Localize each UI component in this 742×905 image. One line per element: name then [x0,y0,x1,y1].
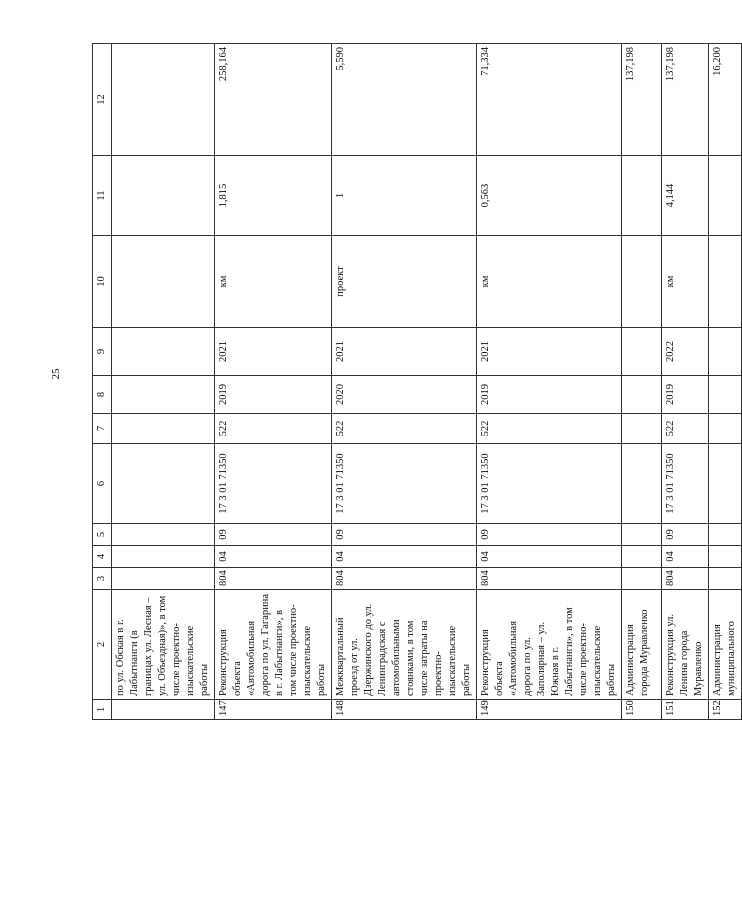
table-cell-c5: 09 [662,524,709,546]
table-cell-c4 [709,546,742,568]
header-cell: 9 [93,328,112,376]
header-cell: 8 [93,376,112,414]
table-cell-c8 [112,376,215,414]
table-cell-c8 [622,376,662,414]
table-cell-c10: проект [332,236,477,328]
table-cell-c2: по ул. Обская в г. Лабытнанги (в границах ул. Лесная – ул. Объездная)», в том числе проектно-изыскательские работы [112,590,215,700]
header-cell: 12 [93,44,112,156]
table-cell-c6 [112,444,215,524]
table-cell-c3: 804 [662,568,709,590]
header-cell: 4 [93,546,112,568]
table-cell-c1: 151 [662,700,709,720]
table-cell-c6 [709,444,742,524]
table-cell-c11 [112,156,215,236]
table-cell-c11: 1 [332,156,477,236]
table-cell-c7: 522 [215,414,332,444]
table-cell-c10: км [215,236,332,328]
header-row [93,44,112,720]
header-cell: 10 [93,236,112,328]
table-row [477,44,622,720]
table-cell-c12: 16,200 [709,44,742,156]
table-row [622,44,662,720]
table-cell-c7: 522 [477,414,622,444]
table-cell-c9: 2021 [215,328,332,376]
table-cell-c5: 09 [215,524,332,546]
table-cell-c9: 2022 [662,328,709,376]
header-cell: 2 [93,590,112,700]
header-cell: 1 [93,700,112,720]
table-cell-c11: 4,144 [662,156,709,236]
table-row [215,44,332,720]
table-cell-c8: 2019 [662,376,709,414]
table-cell-c7: 522 [662,414,709,444]
table-cell-c4 [622,546,662,568]
table-cell-c1: 148 [332,700,477,720]
table-cell-c10: км [662,236,709,328]
table-cell-c4: 04 [662,546,709,568]
header-cell: 7 [93,414,112,444]
table-cell-c6: 17 3 01 71350 [215,444,332,524]
table-cell-c11: 1,815 [215,156,332,236]
table-row [662,44,709,720]
table-cell-c1 [112,700,215,720]
table-cell-c3 [622,568,662,590]
rotated-table-frame [92,44,737,720]
table-cell-c3: 804 [332,568,477,590]
table-cell-c9 [709,328,742,376]
table-cell-c1: 150 [622,700,662,720]
table-cell-c8: 2019 [215,376,332,414]
table-cell-c5 [622,524,662,546]
table-cell-c6: 17 3 01 71350 [662,444,709,524]
table-row [112,44,215,720]
table-cell-c1: 147 [215,700,332,720]
table-cell-c10 [112,236,215,328]
table-cell-c2: Администрация муниципального [709,590,742,700]
table-cell-c1: 152 [709,700,742,720]
table-cell-c8 [709,376,742,414]
table-cell-c9 [622,328,662,376]
table-cell-c6: 17 3 01 71350 [477,444,622,524]
table-cell-c3: 804 [477,568,622,590]
table-cell-c5 [112,524,215,546]
header-cell: 6 [93,444,112,524]
table-cell-c7: 522 [332,414,477,444]
table-container [92,44,737,720]
table-cell-c10: км [477,236,622,328]
table-cell-c4: 04 [477,546,622,568]
table-cell-c12: 137,198 [662,44,709,156]
table-cell-c3: 804 [215,568,332,590]
table-cell-c5: 09 [477,524,622,546]
table-cell-c5 [709,524,742,546]
table-cell-c2: Реконструкция объекта «Автомобильная дорога по ул. Гагарина в г. Лабытнанги», в том числе проектно-изыскательские работы [215,590,332,700]
table-cell-c12: 258,164 [215,44,332,156]
table-cell-c4: 04 [215,546,332,568]
table-cell-c7 [112,414,215,444]
table-cell-c5: 09 [332,524,477,546]
table-cell-c2: Межквартальный проезд от ул. Дзержинского до ул. Ленинградская с автомобильными стоянками, в том числе затраты на проектно-изыскательские работы [332,590,477,700]
table-cell-c11: 0,563 [477,156,622,236]
table-cell-c6 [622,444,662,524]
table-cell-c8: 2019 [477,376,622,414]
table-cell-c11 [622,156,662,236]
table-cell-c2: Реконструкция объекта «Автомобильная дорога по ул. Заполярная – ул. Южная в г. Лабытнанги», в том числе проектно-изыскательские работы [477,590,622,700]
table-cell-c12: 71,334 [477,44,622,156]
table-cell-c7 [709,414,742,444]
table-cell-c2: Реконструкция ул. Ленина города Муравленко [662,590,709,700]
table-cell-c9 [112,328,215,376]
budget-table [92,43,742,720]
table-cell-c6: 17 3 01 71350 [332,444,477,524]
table-cell-c12 [112,44,215,156]
table-body [112,44,742,720]
table-cell-c11 [709,156,742,236]
header-cell: 3 [93,568,112,590]
table-cell-c10 [709,236,742,328]
table-cell-c9: 2021 [332,328,477,376]
page-number: 25 [50,368,62,380]
table-cell-c1: 149 [477,700,622,720]
table-cell-c12: 137,198 [622,44,662,156]
table-cell-c12: 5,590 [332,44,477,156]
table-cell-c4 [112,546,215,568]
table-row [709,44,742,720]
table-cell-c3 [112,568,215,590]
header-cell: 11 [93,156,112,236]
table-cell-c10 [622,236,662,328]
table-cell-c2: Администрация города Муравленко [622,590,662,700]
table-cell-c7 [622,414,662,444]
table-cell-c9: 2021 [477,328,622,376]
table-cell-c8: 2020 [332,376,477,414]
header-cell: 5 [93,524,112,546]
table-row [332,44,477,720]
table-cell-c4: 04 [332,546,477,568]
table-cell-c3 [709,568,742,590]
